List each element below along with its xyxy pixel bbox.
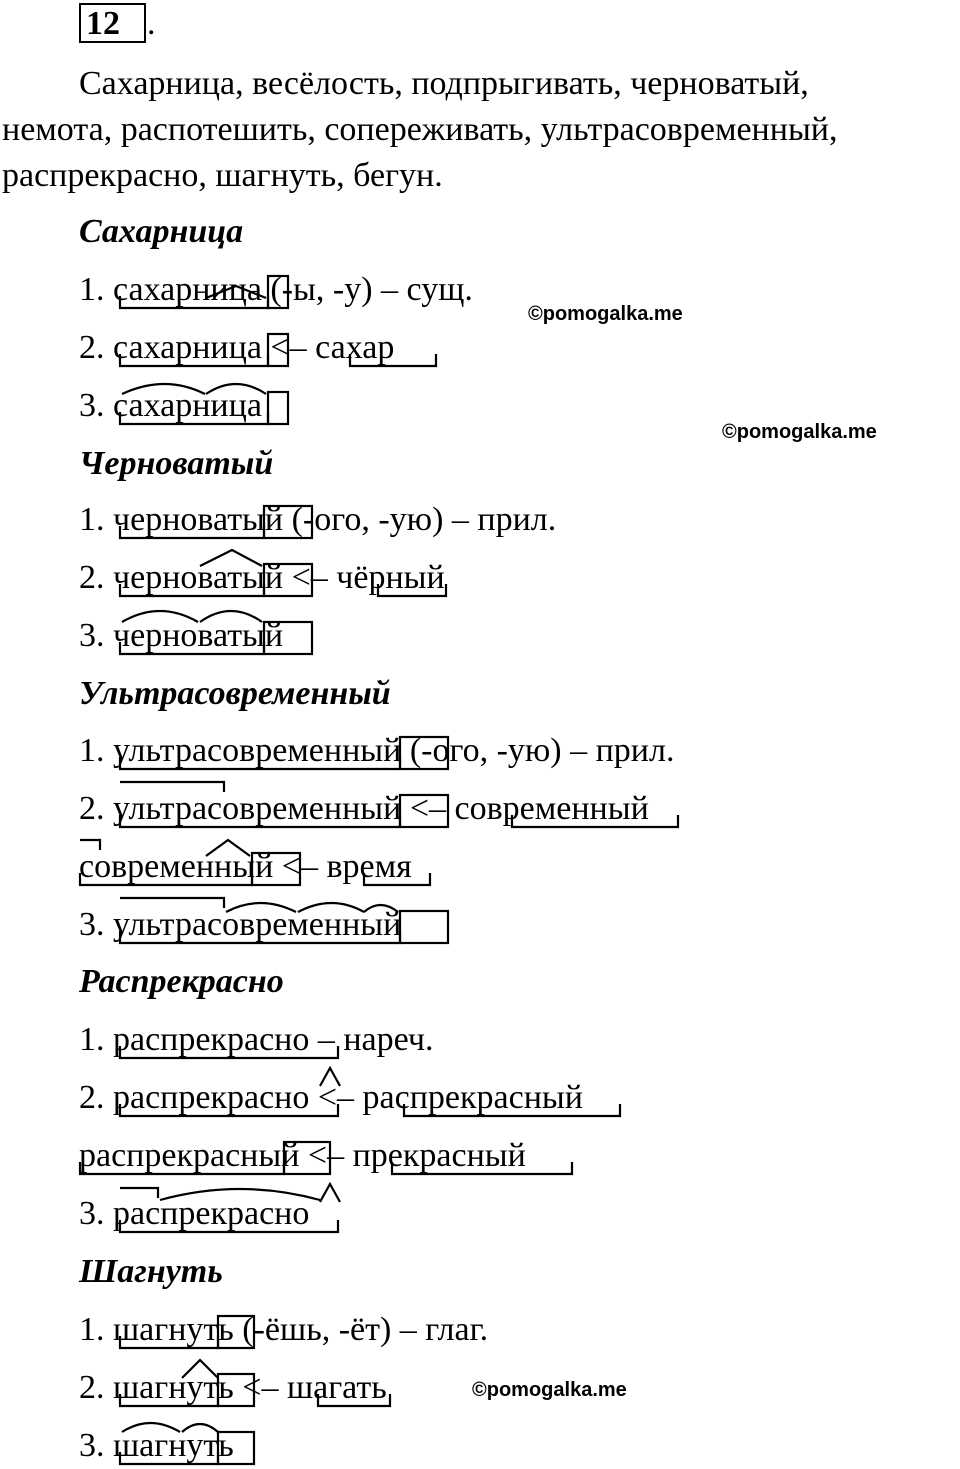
morpheme-marks-chernovatyy xyxy=(120,506,446,654)
analysis-line: 1. шагнуть (-ёшь, -ёт) – глаг. xyxy=(79,1311,489,1348)
analysis-line: 1. распрекрасно – нареч. xyxy=(79,1021,434,1058)
analysis-line: 1. сахарница (-ы, -у) – сущ. xyxy=(79,271,473,308)
morpheme-marks-ultrasovremennyy xyxy=(80,737,678,943)
morpheme-marks-rasprekrasno xyxy=(80,1046,620,1232)
analysis-line: 2. черноватый <– чёрный xyxy=(79,559,445,596)
section-title-sakharnitsa: Сахарница xyxy=(79,213,244,250)
analysis-line: 2. ультрасовременный <– современный xyxy=(79,790,649,827)
analysis-line: 3. черноватый xyxy=(79,617,284,654)
task-line-3: распрекрасно, шагнуть, бегун. xyxy=(2,157,443,194)
analysis-line: 2. сахарница <– сахар xyxy=(79,329,395,366)
analysis-line: 3. сахарница xyxy=(79,387,262,424)
analysis-line: распрекрасный <– прекрасный xyxy=(79,1137,526,1174)
analysis-line: 3. ультрасовременный xyxy=(79,906,402,943)
watermark: ©pomogalka.me xyxy=(472,1379,627,1401)
analysis-line: 3. распрекрасно xyxy=(79,1195,310,1232)
task-line-2: немота, распотешить, сопереживать, ультрасовременный, xyxy=(2,111,838,148)
morpheme-marks-shagnut xyxy=(120,1316,390,1464)
task-line-1: Сахарница, весёлость, подпрыгивать, черноватый, xyxy=(79,65,809,102)
section-title-shagnut: Шагнуть xyxy=(79,1253,223,1290)
analysis-line: 2. шагнуть <– шагать xyxy=(79,1369,387,1406)
section-title-ultrasovremennyy: Ультрасовременный xyxy=(79,675,391,712)
analysis-line: 2. распрекрасно <– распрекрасный xyxy=(79,1079,583,1116)
analysis-line: 1. черноватый (-ого, -ую) – прил. xyxy=(79,501,557,538)
morpheme-marks-sakharnitsa xyxy=(120,276,436,424)
exercise-number: 12 xyxy=(86,5,120,42)
watermark: ©pomogalka.me xyxy=(528,303,683,325)
section-title-rasprekrasno: Распрекрасно xyxy=(79,963,284,1000)
watermark: ©pomogalka.me xyxy=(722,421,877,443)
analysis-line: современный <– время xyxy=(79,848,412,885)
analysis-line: 1. ультрасовременный (-ого, -ую) – прил. xyxy=(79,732,675,769)
section-title-chernovatyy: Черноватый xyxy=(79,445,274,482)
exercise-number-dot: . xyxy=(147,5,156,42)
analysis-line: 3. шагнуть xyxy=(79,1427,234,1464)
